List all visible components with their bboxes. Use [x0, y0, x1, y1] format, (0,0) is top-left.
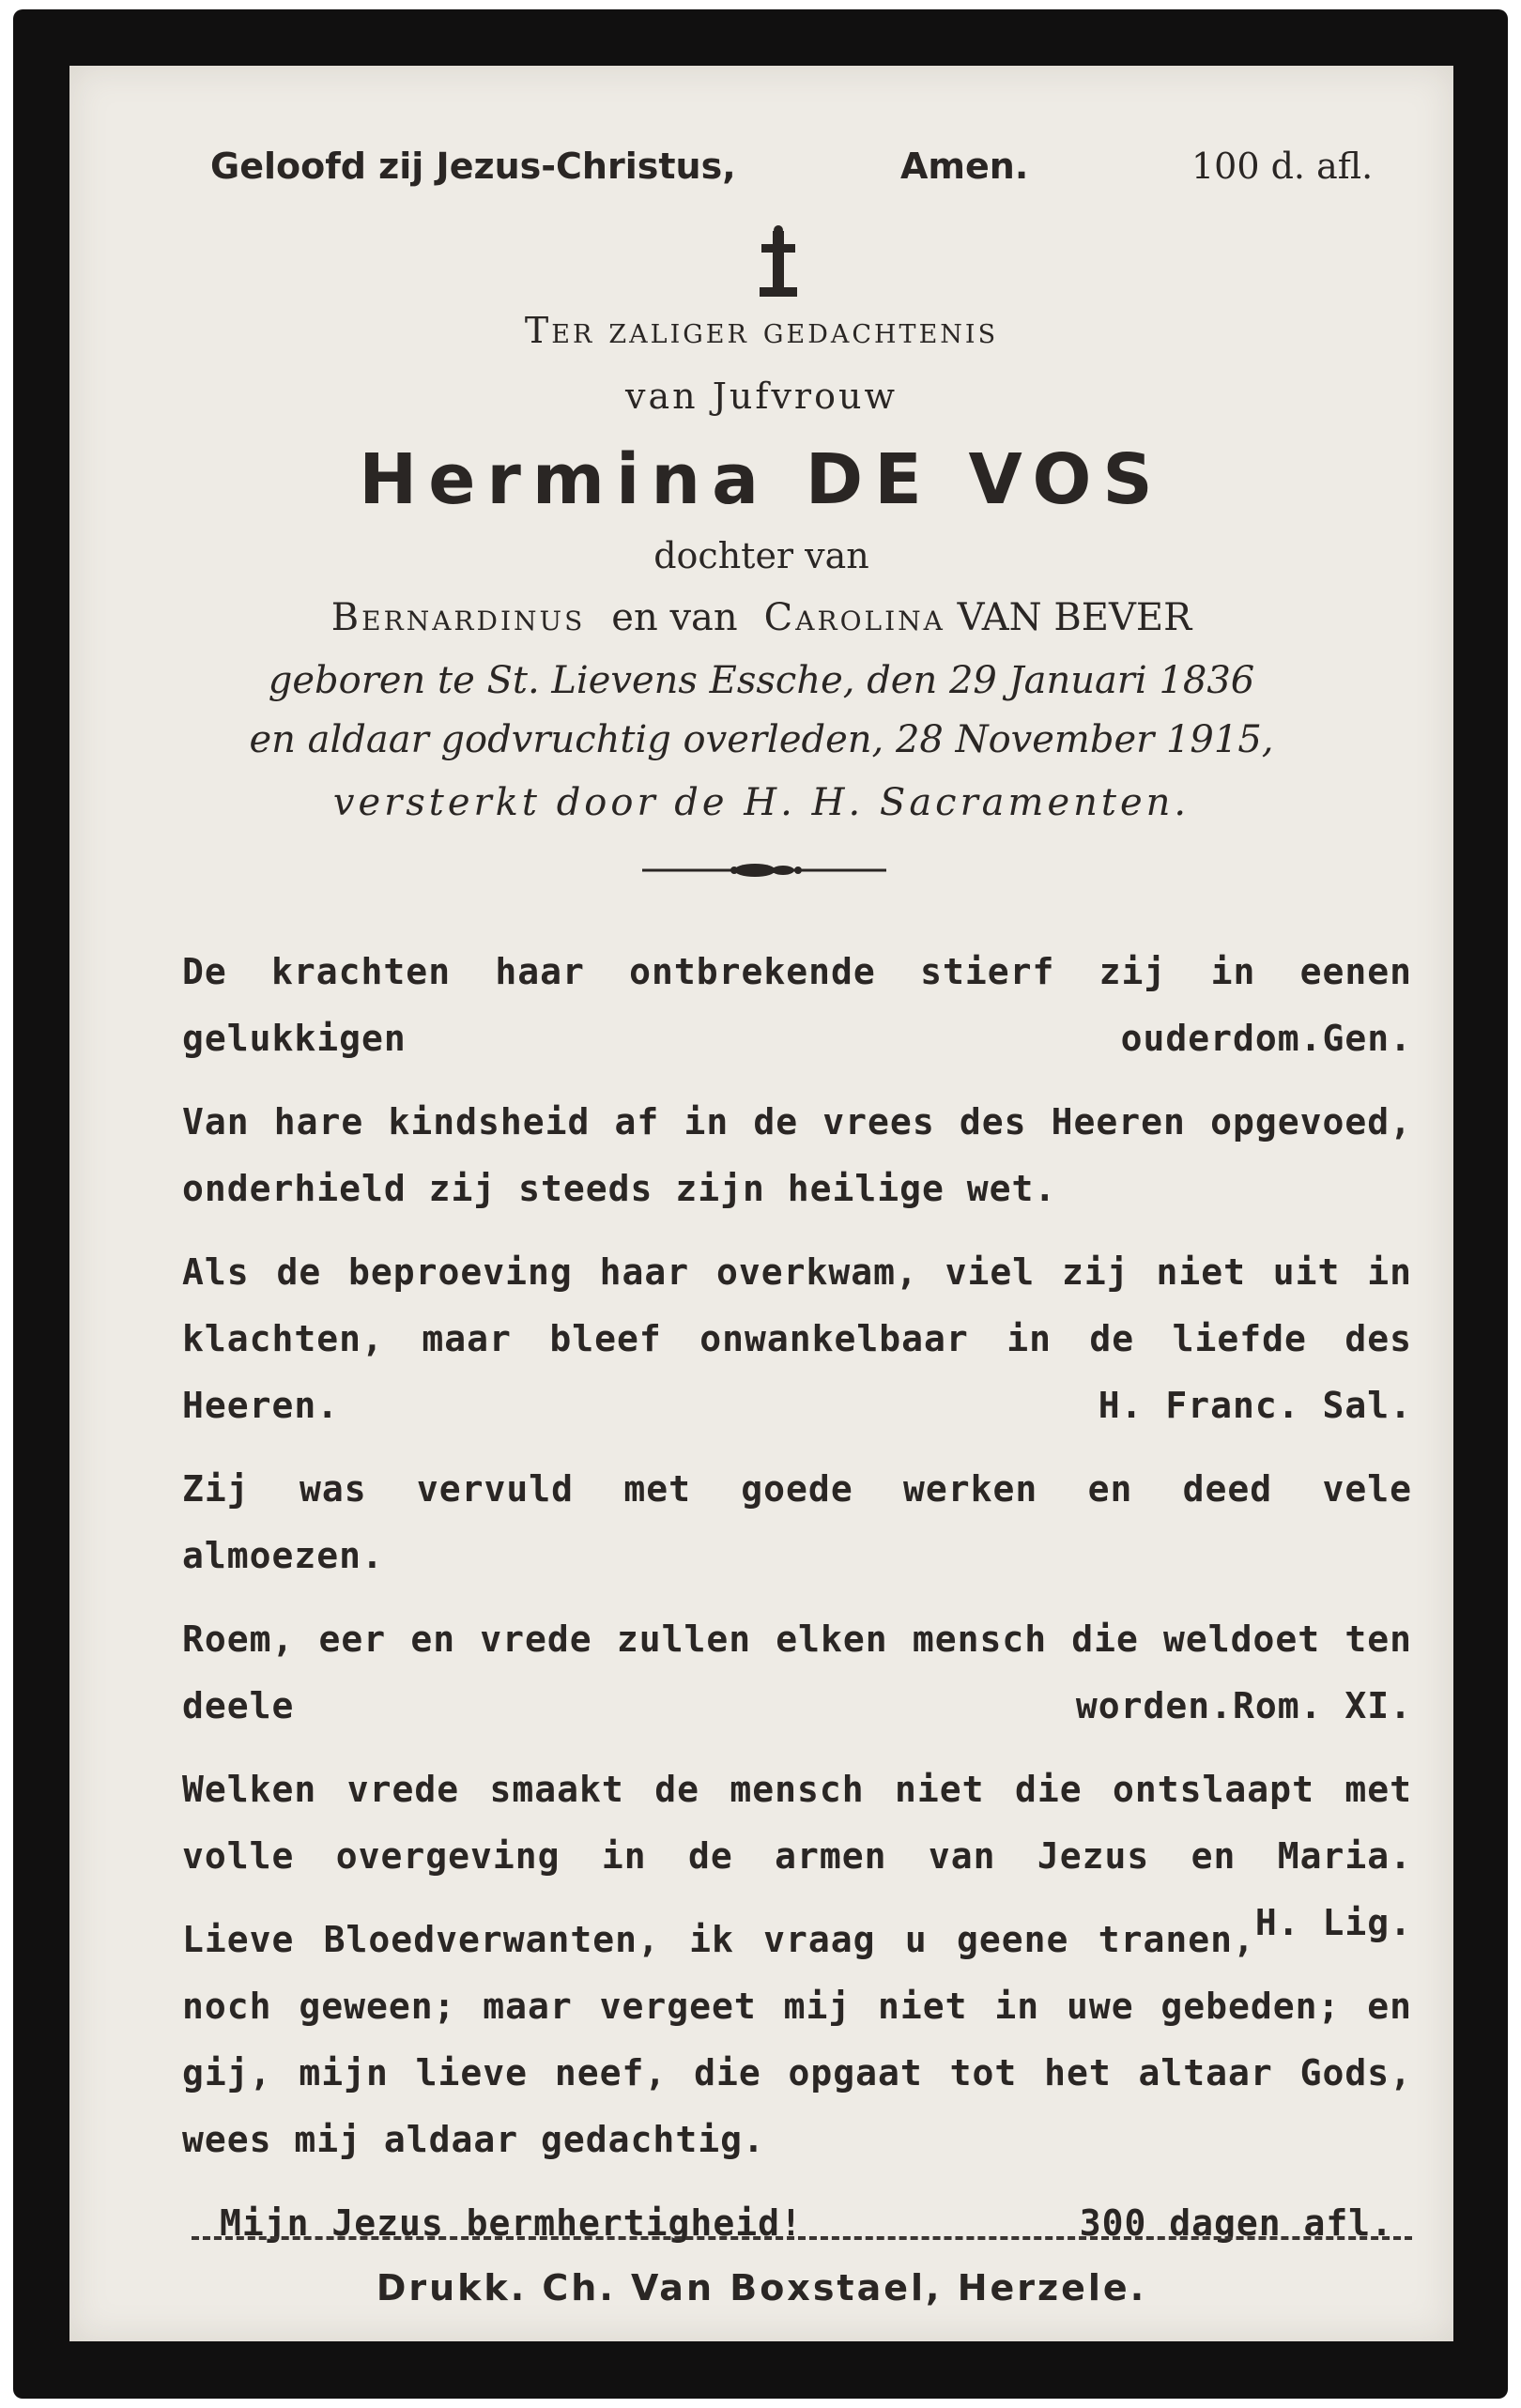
header-line — [210, 146, 1403, 211]
verse-citation: H. Lig. — [1254, 1902, 1412, 1943]
mother-name: Carolina — [763, 596, 945, 639]
header-invocation: Geloofd zij Jezus-Christus, — [210, 146, 736, 187]
header-indulgence: 100 d. afl. — [1191, 146, 1374, 187]
deceased-name: Hermina DE VOS — [359, 439, 1164, 520]
in-memory-heading: Ter zaliger gedachtenis — [524, 310, 999, 351]
verse-citation: Gen. — [1322, 1018, 1412, 1059]
card-paper — [69, 66, 1453, 2341]
verse-citation: H. Franc. Sal. — [1098, 1385, 1412, 1426]
verse-paragraph — [182, 1456, 1412, 1589]
verse-paragraph — [182, 1606, 1412, 1740]
ornament-divider — [642, 856, 886, 884]
daughter-of-line: dochter van — [653, 535, 869, 576]
printer-credit: Drukk. Ch. Van Boxstael, Herzele. — [376, 2267, 1147, 2308]
and-of-text: en van — [611, 596, 738, 639]
header-amen: Amen. — [900, 146, 1029, 187]
parents-line — [69, 596, 1453, 639]
memorial-card — [13, 9, 1508, 2399]
mother-surname: VAN BEVER — [957, 596, 1192, 639]
verse-paragraph — [182, 1089, 1412, 1222]
sacraments-line: versterkt door de H. H. Sacramenten. — [332, 781, 1191, 824]
father-name: Bernardinus — [330, 596, 586, 639]
verse-paragraph — [182, 1907, 1412, 2173]
verse-citation: Rom. XI. — [1232, 1685, 1412, 1726]
verses-block — [182, 939, 1412, 2257]
cross-icon — [750, 225, 807, 300]
verse-text: Van hare kindsheid af in de vrees des Heeren opgevoed, onderhield zij steeds zijn heilige wet. — [182, 1101, 1412, 1209]
closing-prayer: Mijn Jezus bermhertigheid! — [220, 2202, 803, 2244]
verse-text: Lieve Bloedverwanten, ik vraag u geene tranen, noch geween; maar vergeet mij niet in uwe gebeden; en gij, mijn lieve neef, die opgaat tot het altaar Gods, wees mij aldaar gedachtig. — [182, 1919, 1412, 2160]
verse-paragraph — [182, 1239, 1412, 1439]
verse-text: Als de beproeving haar overkwam, viel zij niet uit in klachten, maar bleef onwankelbaar in de liefde des Heeren. — [182, 1251, 1412, 1426]
of-miss-line: van Jufvrouw — [625, 376, 898, 417]
death-line: en aldaar godvruchtig overleden, 28 November 1915, — [249, 718, 1274, 761]
verse-paragraph — [182, 939, 1412, 1072]
verse-text: Welken vrede smaakt de mensch niet die ontslaapt met volle overgeving in de armen van Jezus en Maria. — [182, 1769, 1412, 1877]
birth-line: geboren te St. Lievens Essche, den 29 Januari 1836 — [268, 659, 1255, 702]
verse-paragraph — [182, 1756, 1412, 1943]
dashed-divider — [192, 2236, 1412, 2240]
verse-text: Zij was vervuld met goede werken en deed vele almoezen. — [182, 1468, 1412, 1576]
verse-text: De krachten haar ontbrekende stierf zij in eenen gelukkigen ouderdom. — [182, 951, 1412, 1059]
verse-text: Roem, eer en vrede zullen elken mensch die weldoet ten deele worden. — [182, 1618, 1412, 1726]
closing-line — [182, 2190, 1412, 2257]
closing-indulgence: 300 dagen afl. — [1079, 2202, 1393, 2244]
